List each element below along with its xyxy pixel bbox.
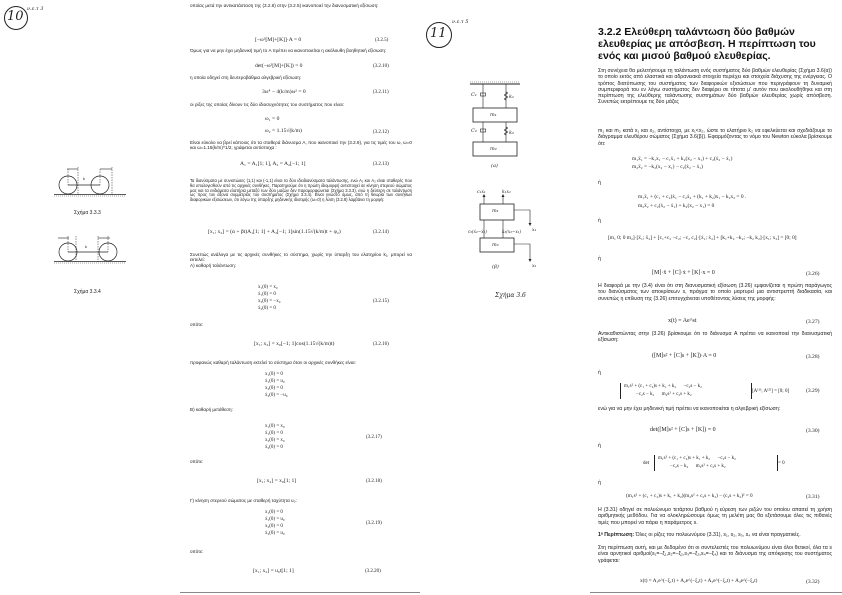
paragraph-6: Η (3.31) οδηγεί σε πολυώνυμο τετάρτου βαθμού η εύρεση των ριζών του οποίου απαιτεί τη χρήση αριθμητικής μεθόδου. Για να ολοκληρώσουμε όμως τη μελέτη μας θα εξετάσουμε όλες τις πιθανές τιμές που μπορεί να πάρει η παράμετρος s.: [598, 507, 832, 526]
eq-3-29-number: (3.29): [806, 388, 820, 394]
fig-b-m1: m₁: [492, 208, 499, 214]
fig-a-c1: C₁: [471, 92, 477, 98]
eq-3-30: det([M]s² + [C]s + [K]) = 0: [650, 427, 716, 433]
eq-3-2-15-number: (3.2.15): [373, 299, 389, 304]
handwritten-page-number-11: 11: [430, 26, 447, 41]
text-12: οπότε:: [190, 549, 204, 554]
eq-expanded-1: m₁ẍ₁ + (c₁ + c₂)ẋ₁ − c₂ẋ₂ + (k₁ + k₂)x₁ − k₂x₂ = 0 .: [638, 194, 747, 200]
eq-3-2-10: det(−ω²[M]+[K]) = 0: [255, 63, 303, 69]
intro-line: οποίας μετά την αντικατάσταση της (3.2.8) στην (3.2.5) ικανοποιεί την διανυσματική εξίσωση:: [190, 3, 379, 8]
fig-b-x1: x₁: [532, 228, 537, 233]
figure-3-3-3: [50, 165, 130, 205]
eq-3-28-number: (3.28): [806, 354, 820, 360]
eq-3-2-13: A₁ = A₁[1; 1], A₂ = A₂[−1; 1]: [240, 161, 306, 167]
eq-3-29-row-1: m₁s² + (c₁ + c₂)s + k₁ + k₂ −c₂s − k₂: [624, 384, 702, 389]
text-11: Γ) κίνηση στερεού σώματος με σταθερή ταχύτητα u₀:: [190, 498, 297, 503]
eq-3-2-20-number: (3.2.20): [365, 569, 381, 574]
eq-3-27: x(t) = Ae^st: [668, 318, 697, 324]
eq-3-2-19-line-3: x₂(0) = 0: [265, 524, 283, 529]
paragraph-4: Αντικαθιστώντας στην (3.26) βρίσκουμε ότι το διάνυσμα A πρέπει να ικανοποιεί την διανυσματική εξίσωση:: [598, 331, 832, 344]
eq-3-2-15-line-1: x₁(0) = x₀: [258, 285, 278, 290]
figure-3-3-4-label: k: [85, 244, 87, 249]
text-9: Β) καθαρή μετάθεση:: [190, 407, 233, 412]
handwritten-page-number: 10: [7, 9, 24, 24]
text-4: Είναι εύκολο να βρεί κάποιος ότι τα σταθερά διάνυσμα A, που ικανοποιεί την (3.2.9), για τις τιμές του ω, ω=0 και ω=1.15(k/m)^1/2, γράφεται αντίστοιχα :: [190, 140, 412, 151]
fig-a-m1: m₁: [490, 112, 497, 118]
figure-3-3-3-label: k: [83, 176, 85, 181]
eq-3-2-17-line-1: x₁(0) = x₀: [265, 424, 285, 429]
case-1-text: Όλες οι ρίζες του πολυωνύμου (3.31), s₁, s₂, s₃, s₄ να είναι πραγματικές.: [634, 532, 801, 538]
or-1: ή: [598, 180, 601, 186]
paragraph-1: Στη συνέχεια θα μελετήσουμε τη ταλάντωση ενός συστήματος δύο βαθμών ελευθερίας (Σχήμα 3.6(α)) το οποίο εκτός από ελαστικά και αδρανειακά στοιχεία περιέχει και στοιχεία διάχυσης της ενέργειας. Ο τρόπος διατύπωσης του συστήματος των διαφορικών εξισώσεων που περιγράφουν τη δυναμική συμπεριφορά του εν λόγω συστήματος δεν διαφέρει σε τίποτα μ' αυτόν που ακολουθήθηκε και στη περίπτωση της ελεύθερης ταλάντωσης συστημάτων δύο βαθμών ελευθερίας χωρίς απόσβεση. Συνεπώς εκτρέπουμε τις δύο μάζες: [598, 68, 832, 106]
eq-3-2-13-number: (3.2.13): [373, 162, 389, 167]
eq-3-29-row-2: −c₂s − k₂ m₂s² + c₂s + k₂: [636, 392, 692, 397]
eq-3-2-11: 3ω⁴ − 4(k/m)ω² = 0: [262, 89, 306, 95]
text-10: οπότε:: [190, 459, 204, 464]
eq-3-2-18-number: (3.2.18): [366, 479, 382, 484]
or-4: ή: [598, 370, 601, 376]
right-page-bottom-edge: [590, 592, 842, 593]
eq-3-27-number: (3.27): [806, 319, 820, 325]
text-2: η οποία οδηγεί στη δευτεροβάθμια αλγεβρική εξίσωση:: [190, 75, 302, 80]
eq-3-2-10-number: (3.2.10): [373, 64, 389, 69]
text-6: Συνεπώς ανάλογα με τις αρχικές συνθήκες το σύστημα, χωρίς την ύπαρξη του ελατηρίου k₁, μπορεί να εκτελεί:: [190, 252, 412, 263]
eq-3-31: (m₁s² + (c₁ + c₂)s + k₁ + k₂)(m₂s² + c₂s + k₂) − (c₂s + k₂)² = 0: [626, 493, 753, 499]
figure-3-6-caption: Σχήμα 3.6: [495, 292, 526, 299]
eq-3-26-number: (3.26): [806, 271, 820, 277]
eq-det-row-1: m₁s² + (c₁ + c₂)s + k₁ + k₂ −c₂s − k₂: [658, 456, 736, 461]
eq-3-2-19-line-4: ẋ₂(0) = u₀: [265, 531, 285, 536]
eq-det-label: det: [643, 461, 650, 466]
eq-3-30-number: (3.30): [806, 428, 820, 434]
text-1: Όμως για να μην έχει μηδενική τιμή το A πρέπει να ικανοποιείται η ακόλουθη βοηθητική εξίσωση:: [190, 48, 387, 53]
eq-3-2-20: [x₁; x₂] = u₀t[1; 1]: [253, 568, 294, 574]
eq-3-2-14-number: (3.2.14): [373, 230, 389, 235]
fig-a-c2: C₂: [471, 128, 477, 134]
eq-3-32: x(t) = A₁e^(−ξ₁t) + A₂e^(−ξ₂t) + A₃e^(−ξ₃t) + A₄e^(−ξ₄t): [640, 578, 758, 584]
eq-3-28: ([M]s² + [C]s + [K])·A = 0: [652, 353, 717, 359]
text-8: προφανώς καθαρή ταλάντωση εκτελεί το σύστημα όταν οι αρχικές συνθήκες είναι:: [190, 360, 356, 365]
fig-a-m2: m₂: [490, 146, 497, 152]
eq-cond-line-2: ẋ₁(0) = u₀: [265, 379, 285, 384]
eq-3-2-19-line-2: ẋ₁(0) = u₀: [265, 517, 285, 522]
eq-3-2-15-line-3: x₂(0) = −x₀: [258, 299, 281, 304]
paragraph-7: Στη περίπτωση αυτή, και με δεδομένο ότι οι συντελεστές του πολυωνύμου είναι όλοι θετικοί, όλα τα s είναι αρνητικοί αριθμοί(s₁=−ξ₁,s₂=−ξ₂,s₃=−ξ₃,s₄=−ξ₄) και το διάνυσμα της απόκρισης του συστήματος γράφεται:: [598, 545, 832, 564]
fig-b-mid-right: k₂(x₂−x₁): [502, 229, 522, 234]
or-3: ή: [598, 256, 601, 262]
eq-3-2-12b: ω₂ = 1.15√(k/m): [265, 128, 302, 134]
fig-b-top-left: c₁ẋ₁: [477, 190, 486, 195]
eq-expanded-2: m₂ẍ₂ + c₂(ẋ₂ − ẋ₁) + k₂(x₂ − x₁) = 0: [638, 203, 715, 209]
eq-3-26: [M]·ẍ + [C]·ẋ + [K]·x = 0: [652, 270, 715, 276]
case-1: [598, 532, 832, 538]
fig-b-top-right: k₁x₁: [502, 190, 511, 195]
figure-3-3-4-caption: Σχήμα 3.3.4: [74, 289, 101, 295]
fig-a-k1: k₁: [509, 94, 515, 100]
eq-3-2-17-number: (3.2.17): [366, 435, 382, 440]
section-title: 3.2.2 Ελεύθερη ταλάντωση δύο βαθμών ελευθερίας με απόσβεση. Η περίπτωση του ενός και μισού βαθμού ελευθερίας.: [598, 26, 816, 62]
eq-matrix-form: [m₁ 0; 0 m₂]·[ẍ₁; ẍ₂] + [c₁+c₂ −c₂; −c₂ c₂]·[ẋ₁; ẋ₂] + [k₁+k₂ −k₂; −k₂ k₂]·[x₁; x₂] = [0; 0]: [608, 235, 797, 241]
eq-3-2-17-line-3: x₂(0) = x₀: [265, 438, 285, 443]
text-7: οπότε:: [190, 322, 204, 327]
paragraph-2: m₁ και m₂ κατά x₁ και x₂, αντίστοιχα, με x₁<x₂, ώστε το ελατήριο k₂ να εφελκύεται και σχεδιάζουμε το διάγραμμα ελευθέρου σώματος (Σχήμα 3.6(β)). Εφαρμόζοντας το νόμο του Newton εύκολα βρίσκουμε ότι:: [598, 128, 832, 147]
eq-3-31-number: (3.31): [806, 494, 820, 500]
page-bottom-edge: [180, 592, 420, 593]
eq-3-2-18: [x₁; x₂] = x₀[1; 1]: [257, 478, 297, 484]
eq-3-2-12a: ω₁ = 0: [265, 116, 280, 122]
paragraph-3: Η διαφορά με την (3.4) είναι ότι στη διανυσματική εξίσωση (3.26) εμφανίζεται η πρώτη παράγωγος του διανύσματος των αποκρίσεων x, πράγμα το οποίο μαρτυρεί μια αντιστρεπτή διαδικασία, και συνεπώς η επίλυση της (3.26) επιτυγχάνεται υποθέτοντας λύσεις της μορφής:: [598, 283, 832, 302]
eq-3-29-vector: [A⁽¹⁾; A⁽²⁾] = [0; 0]: [752, 389, 790, 394]
eq-cond-line-1: x₁(0) = 0: [265, 372, 283, 377]
eq-3-2-16: [x₁; x₂] = x₀[−1; 1]cos(1.15√(k/m)t): [254, 341, 335, 347]
figure-3-3-3-caption: Σχήμα 3.3.3: [74, 210, 101, 216]
eq-newton-1: m₁ẍ₁ = −k₁x₁ − c₁ẋ₁ + k₂(x₂ − x₁) + c₂(ẋ₂ − ẋ₁): [632, 156, 733, 162]
eq-det-rhs: = 0: [778, 461, 785, 466]
eq-3-2-14: [x₁; x₂] = (α + βt)A₁[1; 1] + A₂[−1; 1]sin(1.15√(k/m)t + φ₂): [208, 229, 341, 235]
fig-b-label: (β): [492, 264, 499, 270]
eq-3-2-5-number: (3.2.5): [375, 38, 389, 43]
eq-3-2-15-line-2: ẋ₁(0) = 0: [258, 292, 276, 297]
eq-3-2-5: [−ω²[M]+[K]]·A = 0: [255, 37, 302, 43]
text-5: Τα διανύσματα με συνιστώσες (1,1) και (-1,1) είναι τα δύο ιδιοδιανύσματα ταλάντωσης, ενώ A₁ και A₂ είναι σταθερές που θα υπολογισθούν από τις αρχικές συνθήκες. Παρατηρούμε ότι η πρώτη ιδιομορφή αντιστοιχεί σε κίνηση στερεού σώματος μας και τα ενδιάμεσα ελατήρια μεταξύ των δύο μαζών δεν παραμορφώνεται (Σχήμα 3.3.3), ενώ η δεύτερη σε ταλάντωση ως προς τον άξονα συμμετρίας του συστήματος (Σχήμα 3.3.4). Είναι γνωστό όμως, από τη θεωρία των συνήθων διαφορικών εξισώσεων, ότι λόγω της ύπαρξης μηδενικής ιδιοτιμής (ω=0) η λύση (3.2.8) λαμβάνει τη μορφή:: [190, 178, 412, 203]
or-6: ή: [598, 480, 601, 486]
eq-3-2-15-line-4: ẋ₂(0) = 0: [258, 306, 276, 311]
figure-3-3-4: [50, 232, 130, 272]
eq-cond-line-4: ẋ₂(0) = −u₀: [265, 393, 288, 398]
eq-cond-line-3: x₂(0) = 0: [265, 386, 283, 391]
eq-det-row-2: −c₂s − k₂ m₂s² + c₂s + k₂: [670, 464, 726, 469]
fig-a-k2: k₂: [509, 130, 515, 136]
eq-3-2-16-number: (3.2.16): [373, 342, 389, 347]
or-5: ή: [598, 443, 601, 449]
case-1-label: 1ᵃ Περίπτωση:: [598, 532, 635, 538]
fig-a-label: (a): [491, 163, 498, 169]
eq-3-2-17-line-4: ẋ₂(0) = 0: [265, 445, 283, 450]
eq-3-2-11-number: (3.2.11): [373, 90, 389, 95]
fig-b-mid-left: c₂(ẋ₂−ẋ₁): [468, 229, 487, 234]
text-6b: Α) καθαρή ταλάντωση:: [190, 263, 237, 268]
fig-b-x2: x₂: [532, 264, 537, 269]
eq-3-2-17-line-2: ẋ₁(0) = 0: [265, 431, 283, 436]
eq-3-2-12-number: (3.2.12): [373, 130, 389, 135]
eq-3-32-number: (3.32): [806, 579, 820, 585]
or-2: ή: [598, 218, 601, 224]
eq-3-2-19-number: (3.2.19): [366, 521, 382, 526]
text-3: οι ρίζες της οποίας δίνουν τις δύο ιδιοσυχνότητες του συστήματος που είναι:: [190, 102, 344, 107]
fig-b-m2: m₂: [492, 242, 499, 248]
eq-3-2-19-line-1: x₁(0) = 0: [265, 510, 283, 515]
eq-newton-2: m₂ẍ₂ = −k₂(x₂ − x₁) − c₂(ẋ₂ − ẋ₁): [632, 164, 703, 170]
paragraph-5: ενώ για να μην έχει μηδενική τιμή πρέπει να ικανοποιείται η αλγεβρική εξίσωση:: [598, 406, 781, 412]
handwritten-note: ν.ε.τ 3: [27, 6, 44, 12]
handwritten-note-11: ν.ε.τ 5: [452, 19, 469, 25]
